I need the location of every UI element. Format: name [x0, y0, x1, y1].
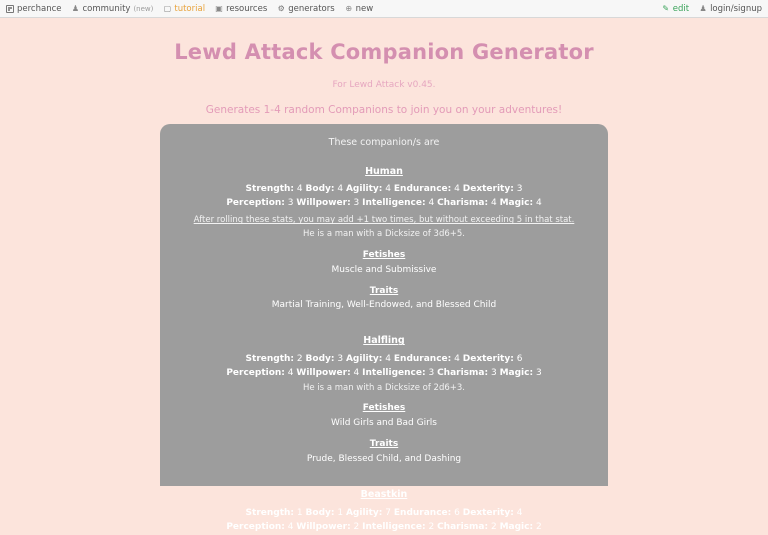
stat-value: 6 [516, 354, 523, 365]
stat-label: Intelligence: [362, 368, 426, 379]
grid-icon [6, 5, 14, 13]
nav-item-generators[interactable] [277, 4, 334, 14]
gear-icon: ⚙ [277, 3, 285, 13]
top-navigation-bar [0, 0, 768, 18]
companion-stats-line-2 [174, 521, 594, 535]
companion-stats-line-1 [174, 183, 594, 197]
stat-label: Perception: [226, 521, 285, 532]
fetishes-list: Muscle and Submissive [331, 264, 437, 275]
stat-value: 4 [287, 368, 294, 379]
nav-item-login-signup-label: login/signup [710, 3, 762, 14]
stat-label: Agility: [345, 184, 383, 195]
traits-list: Prude, Blessed Child, and Dashing [306, 453, 462, 464]
output-lead-text: These companion/s are [328, 137, 440, 148]
stat-label: Dexterity: [462, 184, 514, 195]
community-new-badge: (new) [133, 4, 154, 13]
stat-label: Endurance: [393, 354, 452, 365]
stat-value: 1 [337, 507, 344, 518]
stat-value: 4 [353, 368, 360, 379]
stat-value: 3 [353, 198, 360, 209]
nav-right-group [662, 4, 762, 14]
stat-value: 2 [535, 521, 542, 532]
fetishes-heading: Fetishes [362, 249, 406, 260]
stat-label: Body: [305, 354, 335, 365]
traits-heading: Traits [369, 285, 399, 296]
stat-label: Magic: [499, 198, 534, 209]
companion-name: Human [365, 165, 403, 177]
nav-item-edit[interactable] [662, 4, 689, 14]
stat-label: Charisma: [437, 368, 489, 379]
fetishes-heading: Fetishes [362, 403, 406, 414]
stat-label: Agility: [345, 507, 383, 518]
stat-value: 3 [516, 184, 523, 195]
stat-label: Endurance: [393, 507, 452, 518]
nav-item-community-label: community [82, 3, 131, 14]
stat-label: Perception: [226, 198, 285, 209]
stat-value: 3 [490, 368, 497, 379]
companion-name: Halfling [363, 335, 405, 347]
stat-label: Intelligence: [362, 198, 426, 209]
nav-item-tutorial[interactable] [163, 4, 205, 14]
stat-value: 4 [296, 184, 303, 195]
pencil-icon: ✎ [662, 3, 670, 13]
companion-stats-line-2 [174, 367, 594, 381]
nav-item-edit-label: edit [672, 3, 690, 14]
stat-value: 2 [296, 354, 303, 365]
nav-item-resources-label: resources [226, 3, 268, 14]
companion-stats-line-1 [174, 507, 594, 521]
stat-label: Willpower: [296, 198, 351, 209]
nav-item-perchance-label: perchance [17, 3, 62, 14]
nav-item-new[interactable] [345, 4, 374, 14]
companion-description: He is a man with a Dicksize of 3d6+5. [303, 229, 465, 240]
companion-separator [174, 315, 594, 325]
stat-label: Magic: [499, 368, 534, 379]
companion-separator [174, 469, 594, 479]
nav-item-new-label: new [355, 3, 374, 14]
stat-value: 4 [287, 521, 294, 532]
stat-label: Intelligence: [362, 521, 426, 532]
stat-label: Perception: [226, 368, 285, 379]
nav-left-group [6, 4, 373, 14]
stat-value: 4 [454, 354, 460, 365]
stat-label: Body: [305, 507, 335, 518]
stat-label: Strength: [245, 184, 295, 195]
stat-label: Endurance: [393, 184, 452, 195]
stat-value: 7 [385, 507, 392, 518]
stat-label: Strength: [245, 354, 295, 365]
companion-stats-line-2 [174, 197, 594, 211]
companion-entry [174, 334, 594, 467]
stat-value: 4 [535, 198, 542, 209]
stat-value: 6 [454, 507, 460, 518]
stat-value: 2 [490, 521, 497, 532]
nav-item-login-signup[interactable] [699, 4, 762, 14]
plus-circle-icon: ⊕ [345, 3, 353, 13]
stat-label: Strength: [245, 507, 295, 518]
companion-description: He is a man with a Dicksize of 2d6+3. [303, 383, 465, 393]
stat-label: Charisma: [437, 198, 489, 209]
nav-item-resources[interactable] [215, 4, 267, 14]
stat-label: Body: [305, 184, 335, 195]
stat-value: 4 [337, 184, 344, 195]
book-icon: ▢ [163, 3, 172, 13]
companion-stats-line-1 [174, 353, 594, 367]
generator-output-panel[interactable] [160, 124, 608, 532]
box-icon: ▣ [215, 3, 223, 13]
nav-item-tutorial-label: tutorial [174, 3, 206, 14]
companion-stat-note: After rolling these stats, you may add +1 two times, but without exceeding 5 in that stat. [193, 215, 575, 226]
stat-label: Agility: [345, 354, 383, 365]
stat-value: 4 [385, 184, 392, 195]
stat-label: Magic: [499, 521, 534, 532]
people-icon: ♟ [71, 3, 80, 13]
stat-value: 4 [516, 507, 523, 518]
stat-label: Dexterity: [462, 507, 514, 518]
user-icon: ♟ [699, 3, 707, 13]
page-tagline: Generates 1-4 random Companions to join you on your adventures! [205, 104, 563, 116]
traits-heading: Traits [369, 439, 399, 450]
stat-value: 2 [353, 521, 360, 532]
nav-item-community[interactable] [72, 4, 154, 14]
nav-item-perchance[interactable] [6, 4, 62, 14]
companion-entry [174, 488, 594, 535]
stat-value: 3 [287, 198, 294, 209]
stat-value: 3 [337, 354, 344, 365]
nav-item-generators-label: generators [288, 3, 335, 14]
stat-value: 4 [490, 198, 497, 209]
stat-label: Charisma: [437, 521, 489, 532]
stat-value: 2 [428, 521, 435, 532]
stat-value: 3 [428, 368, 435, 379]
page-title: Lewd Attack Companion Generator [174, 40, 594, 64]
stat-value: 3 [535, 368, 542, 379]
stat-value: 4 [428, 198, 435, 209]
stat-label: Willpower: [296, 368, 351, 379]
stat-label: Willpower: [296, 521, 351, 532]
stat-label: Dexterity: [462, 354, 514, 365]
companion-name: Beastkin [360, 488, 408, 500]
stat-value: 4 [385, 354, 392, 365]
stat-value: 1 [296, 507, 303, 518]
traits-list: Martial Training, Well-Endowed, and Blessed Child [271, 300, 497, 311]
stat-value: 4 [454, 184, 460, 195]
companion-entry [174, 165, 594, 314]
page-subtitle: For Lewd Attack v0.45. [332, 80, 436, 90]
fetishes-list: Wild Girls and Bad Girls [331, 418, 437, 429]
